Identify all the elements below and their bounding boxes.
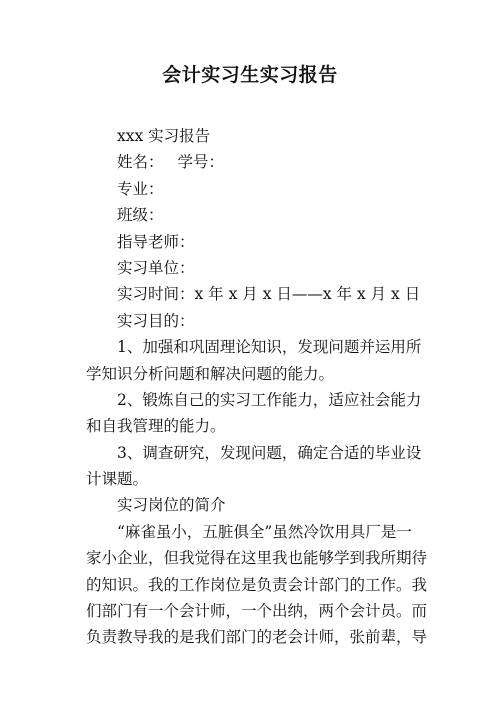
goal-3-line-1: 3、调查研究，发现问题，确定合适的毕业设: [117, 443, 422, 462]
internship-purpose-line: 实习目的：: [117, 311, 195, 330]
report-heading-line: xxx 实习报告: [117, 127, 211, 145]
class-line: 班级：: [117, 206, 164, 225]
major-line: 专业：: [117, 179, 164, 198]
section-heading: 实习岗位的简介: [117, 496, 226, 515]
goal-3-line-2: 计课题。: [86, 470, 149, 489]
goal-2-line-1: 2、锻炼自己的实习工作能力，适应社会能力: [117, 390, 422, 409]
document-body: [86, 123, 428, 651]
internship-unit-line: 实习单位：: [117, 258, 195, 277]
goal-2-line-2: 和自我管理的能力。: [86, 417, 226, 436]
goal-1-line-1: 1、加强和巩固理论知识，发现问题并运用所: [117, 338, 422, 357]
advisor-line: 指导老师：: [117, 232, 195, 251]
paragraph-line-5: 负责教导我的是我们部门的老会计师，张前辈，导: [86, 628, 428, 647]
paragraph-line-4: 们部门有一个会计师，一个出纳，两个会计员。而: [86, 602, 428, 621]
document-title: 会计实习生实习报告: [162, 64, 338, 86]
paragraph-line-3: 的知识。我的工作岗位是负责会计部门的工作。我: [86, 575, 428, 594]
student-id-label: 学号：: [177, 153, 225, 172]
name-id-line: [86, 149, 420, 175]
name-label: 姓名：: [117, 153, 164, 172]
internship-time-line: 实习时间：x 年 x 月 x 日——x 年 x 月 x 日: [117, 285, 421, 304]
paragraph-line-2: 家小企业，但我觉得在这里我也能够学到我所期待: [86, 549, 428, 568]
paragraph-line-1: “麻雀虽小，五脏俱全”虽然冷饮用具厂是一: [117, 522, 412, 541]
goal-1-line-2: 学知识分析问题和解决问题的能力。: [86, 364, 335, 383]
